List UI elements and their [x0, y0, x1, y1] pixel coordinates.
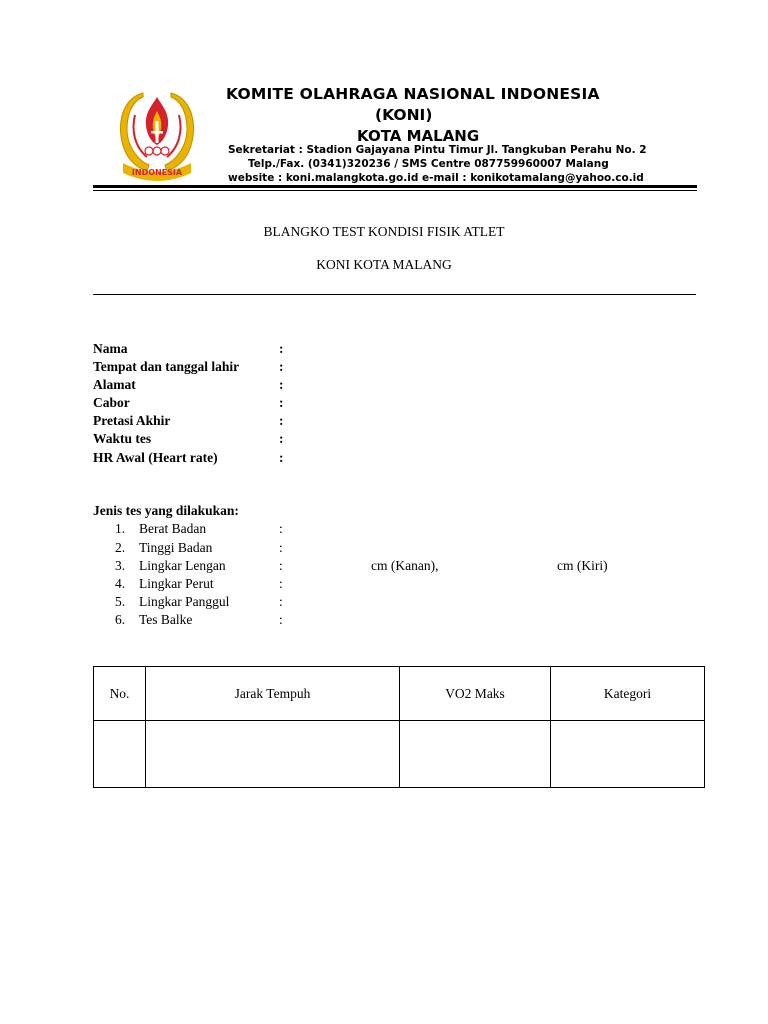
- field-label-nama: Nama: [93, 341, 128, 356]
- field-label-waktu: Waktu tes: [93, 431, 152, 446]
- letterhead-divider-thick: [93, 185, 697, 188]
- field-sep-cabor: :: [279, 395, 284, 410]
- letterhead-divider-thin: [93, 190, 697, 191]
- field-sep-birth: :: [279, 359, 284, 374]
- field-sep-nama: :: [279, 341, 284, 356]
- arm-right-unit: cm (Kanan),: [371, 558, 439, 573]
- test-sep: :: [279, 558, 283, 573]
- col-header-jarak: Jarak Tempuh: [146, 667, 400, 721]
- test-label-berat: Berat Badan: [139, 521, 207, 536]
- test-sep: :: [279, 612, 283, 627]
- field-sep-alamat: :: [279, 377, 284, 392]
- test-sep: :: [279, 576, 283, 591]
- koni-logo: [113, 85, 201, 185]
- address-line-phone: Telp./Fax. (0341)320236 / SMS Centre 087759960007 Malang: [248, 158, 609, 170]
- table-row: [94, 721, 705, 788]
- tests-heading: Jenis tes yang dilakukan:: [93, 503, 239, 518]
- field-label-hr: HR Awal (Heart rate): [93, 450, 218, 465]
- arm-left-unit: cm (Kiri): [557, 558, 608, 573]
- field-label-cabor: Cabor: [93, 395, 130, 410]
- title-divider: [93, 294, 696, 295]
- address-line-secretariat: Sekretariat : Stadion Gajayana Pintu Timur Jl. Tangkuban Perahu No. 2: [228, 144, 647, 156]
- field-label-prestasi: Pretasi Akhir: [93, 413, 171, 428]
- col-header-no: No.: [94, 667, 146, 721]
- test-number: 5.: [115, 594, 126, 609]
- field-sep-prestasi: :: [279, 413, 284, 428]
- col-header-kategori: Kategori: [551, 667, 705, 721]
- test-label-perut: Lingkar Perut: [139, 576, 214, 591]
- test-sep: :: [279, 540, 283, 555]
- cell-jarak: [146, 721, 400, 788]
- cell-vo2: [400, 721, 551, 788]
- test-sep: :: [279, 594, 283, 609]
- test-sep: :: [279, 521, 283, 536]
- cell-no: [94, 721, 146, 788]
- test-label-lengan: Lingkar Lengan: [139, 558, 226, 573]
- org-name: KOMITE OLAHRAGA NASIONAL INDONESIA: [226, 85, 600, 103]
- form-subtitle: KONI KOTA MALANG: [316, 257, 452, 272]
- org-city: KOTA MALANG: [357, 127, 480, 145]
- test-label-balke: Tes Balke: [139, 612, 193, 627]
- field-sep-waktu: :: [279, 431, 284, 446]
- test-number: 4.: [115, 576, 126, 591]
- org-abbreviation: (KONI): [375, 106, 433, 124]
- table-header-row: [94, 667, 705, 721]
- cell-kategori: [551, 721, 705, 788]
- test-number: 1.: [115, 521, 126, 536]
- test-label-panggul: Lingkar Panggul: [139, 594, 230, 609]
- field-label-birth: Tempat dan tanggal lahir: [93, 359, 240, 374]
- results-table: [93, 666, 705, 788]
- test-number: 3.: [115, 558, 126, 573]
- col-header-vo2: VO2 Maks: [400, 667, 551, 721]
- address-line-website: website : koni.malangkota.go.id e-mail : konikotamalang@yahoo.co.id: [228, 172, 644, 184]
- logo-text: INDONESIA: [131, 168, 183, 177]
- field-sep-hr: :: [279, 450, 284, 465]
- field-label-alamat: Alamat: [93, 377, 136, 392]
- test-number: 6.: [115, 612, 126, 627]
- test-label-tinggi: Tinggi Badan: [139, 540, 213, 555]
- form-title: BLANGKO TEST KONDISI FISIK ATLET: [263, 224, 505, 239]
- test-number: 2.: [115, 540, 126, 555]
